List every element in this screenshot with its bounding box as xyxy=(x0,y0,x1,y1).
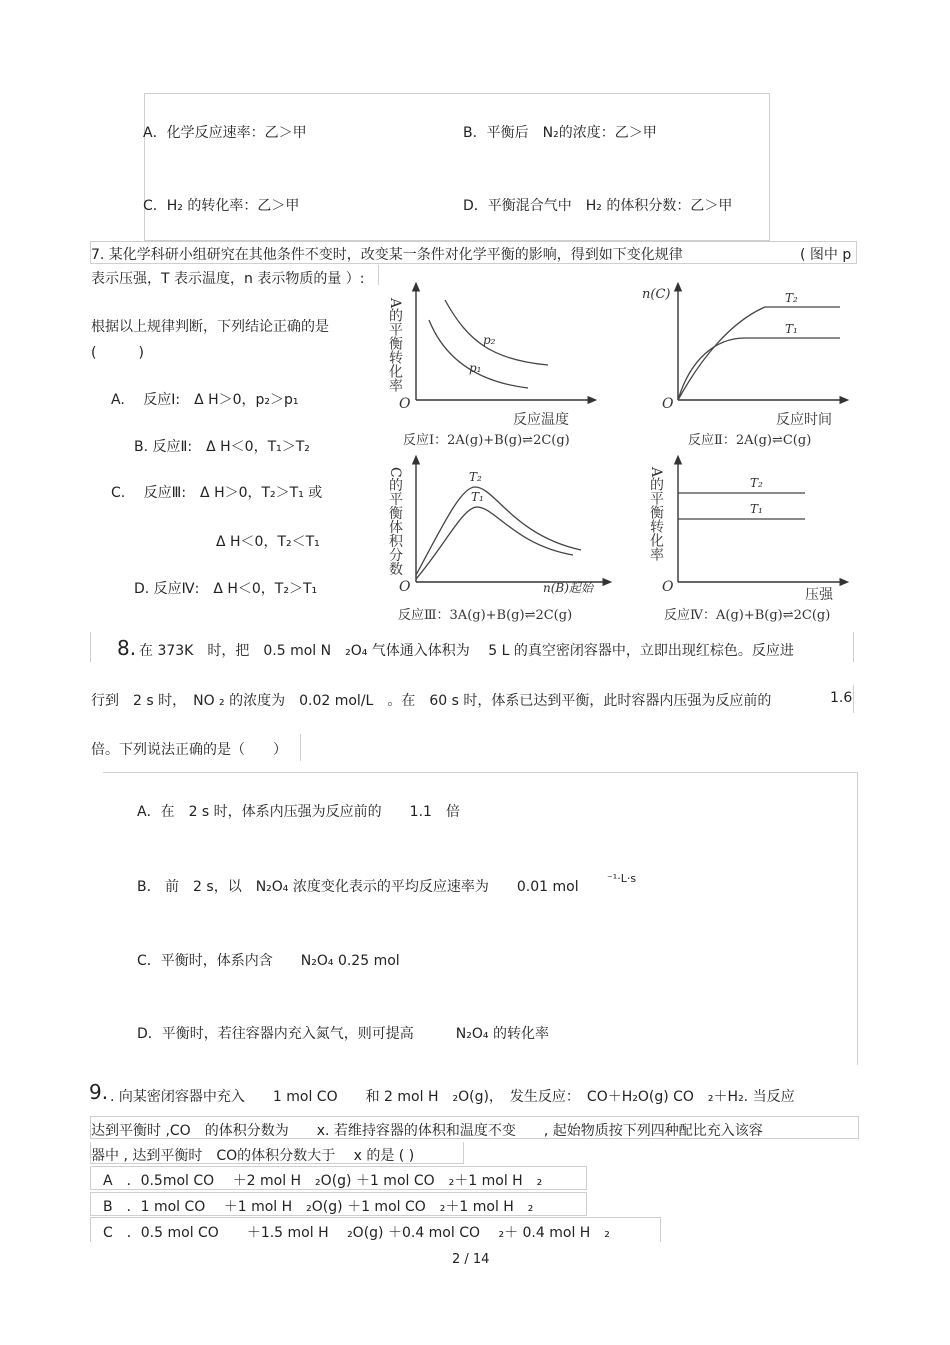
x-axis-label: 反应温度 xyxy=(513,412,569,428)
q8-option-b-unit: ⁻¹·L·s xyxy=(607,872,637,885)
q7-graph-3 xyxy=(383,455,613,625)
curve-label-p1: p₁ xyxy=(469,361,482,375)
q6-options-box xyxy=(144,93,770,241)
x-axis-label: n(B)起始 xyxy=(543,581,593,595)
curve-label-t2: T₂ xyxy=(785,291,798,305)
q8-option-c: C．平衡时，体系内含 N₂O₄ 0.25 mol xyxy=(137,953,400,969)
q9-stem-line2: 达到平衡时 ,CO 的体积分数为 x. 若维持容器的体积和温度不变 , 起始物质按下列四种配比充入该容 xyxy=(91,1123,763,1139)
q8-option-b: B. 前 2 s，以 N₂O₄ 浓度变化表示的平均反应速率为 0.01 mol xyxy=(137,879,579,895)
q9-option-c: C ．0.5 mol CO ＋1.5 mol H ₂O(g) ＋0.4 mol CO ₂＋ 0.4 mol H ₂ xyxy=(103,1225,610,1241)
q7-option-d: D. 反应Ⅳ: Δ H＜0，T₂＞T₁ xyxy=(134,581,318,597)
q9-option-a: A ．0.5mol CO ＋2 mol H ₂O(g) ＋1 mol CO ₂＋1 mol H ₂ xyxy=(103,1173,543,1189)
curve-p1 xyxy=(429,320,528,388)
caption: 反应Ⅱ：2A(g)⇌C(g) xyxy=(688,433,812,448)
y-axis-label: n(C) xyxy=(642,287,671,302)
q9-number: 9. xyxy=(89,1080,109,1104)
q7-left-divider xyxy=(378,265,379,285)
y-axis-label: C的平衡体积分数 xyxy=(387,467,403,576)
q8-line3-right-rule xyxy=(300,734,301,761)
q6-option-c: C．H₂ 的转化率：乙＞甲 xyxy=(143,198,300,214)
curve-label-t1: T₁ xyxy=(785,322,798,336)
q7-prompt: 根据以上规律判断，下列结论正确的是 xyxy=(91,319,329,335)
q8-right-rule xyxy=(853,632,854,662)
curve-label-t1: T₁ xyxy=(471,490,484,504)
q7-option-b: B. 反应Ⅱ: Δ H＜0，T₁＞T₂ xyxy=(134,439,310,455)
curve-label-t1: T₁ xyxy=(750,502,763,516)
q7-option-c: C. 反应Ⅲ: Δ H＞0，T₂＞T₁ 或 xyxy=(111,485,323,501)
curve-t1 xyxy=(416,507,573,579)
q8-left-rule xyxy=(90,632,91,662)
x-axis-label: 压强 xyxy=(805,587,833,603)
q7-stem-line2: 表示压强，T 表示温度，n 表示物质的量 ）: xyxy=(91,271,365,287)
q7-option-c2: Δ H＜0，T₂＜T₁ xyxy=(216,534,320,550)
y-axis-label: A的平衡转化率 xyxy=(648,467,664,562)
origin-label: O xyxy=(399,396,411,412)
q7-option-a: A. 反应Ⅰ: Δ H＞0，p₂＞p₁ xyxy=(111,392,299,408)
x-axis-label: 反应时间 xyxy=(776,412,832,428)
q9-option-b: B ．1 mol CO ＋1 mol H ₂O(g) ＋1 mol CO ₂＋1 mol H ₂ xyxy=(103,1199,534,1215)
q6-option-a: A．化学反应速率：乙＞甲 xyxy=(143,125,307,141)
curve-label-t2: T₂ xyxy=(750,476,763,490)
q8-line2-right-rule xyxy=(853,685,854,713)
q8-options-top-rule xyxy=(103,772,857,773)
q8-stem-line1: 在 373K 时，把 0.5 mol N ₂O₄ 气体通入体积为 5 L 的真空密闭容器中，立即出现红棕色。反应进 xyxy=(139,643,794,659)
q7-graph-2 xyxy=(640,280,850,450)
curve-p2 xyxy=(445,300,548,365)
page-number: 2 / 14 xyxy=(452,1252,490,1267)
q8-number: 8. xyxy=(117,636,137,660)
q8-stem-line3: 倍。下列说法正确的是（ ） xyxy=(91,742,287,758)
q8-stem-line2-tail: 1.6 xyxy=(830,690,853,706)
caption: 反应Ⅰ：2A(g)+B(g)⇌2C(g) xyxy=(403,433,570,448)
q7-stem-line1-tail: ( 图中 p xyxy=(800,247,852,263)
q8-stem-line2: 行到 2 s 时， NO ₂ 的浓度为 0.02 mol/L 。在 60 s 时，体系已达到平衡，此时容器内压强为反应前的 xyxy=(91,693,772,709)
curve-label-p2: p₂ xyxy=(483,333,496,347)
origin-label: O xyxy=(662,396,674,412)
y-axis-label: A的平衡转化率 xyxy=(387,298,403,393)
q7-paren: ( ) xyxy=(91,345,144,361)
caption: 反应Ⅲ：3A(g)+B(g)⇌2C(g) xyxy=(398,608,573,623)
q7-graph-4 xyxy=(650,455,850,625)
q6-option-d: D．平衡混合气中 H₂ 的体积分数：乙＞甲 xyxy=(463,198,733,214)
origin-label: O xyxy=(662,579,674,595)
curve-t2 xyxy=(678,307,840,400)
q8-option-d: D．平衡时，若往容器内充入氮气，则可提高 N₂O₄ 的转化率 xyxy=(137,1026,549,1042)
q9-stem-line3: 器中 , 达到平衡时 CO的体积分数大于 x 的是 ( ) xyxy=(91,1148,415,1164)
curve-t1 xyxy=(678,338,840,400)
origin-label: O xyxy=(399,579,411,595)
curve-label-t2: T₂ xyxy=(469,470,482,484)
caption: 反应Ⅳ：A(g)+B(g)⇌2C(g) xyxy=(664,608,831,623)
q8-option-a: A．在 2 s 时，体系内压强为反应前的 1.1 倍 xyxy=(137,804,460,820)
q9-stem-line1: . 向某密闭容器中充入 1 mol CO 和 2 mol H ₂O(g)， 发生反应： CO＋H₂O(g) CO ₂＋H₂. 当反应 xyxy=(110,1089,795,1105)
q7-graph-1 xyxy=(383,280,598,450)
q7-stem-line1: 7. 某化学科研小组研究在其他条件不变时，改变某一条件对化学平衡的影响，得到如下变化规律 xyxy=(91,247,683,263)
q6-option-b: B．平衡后 N₂的浓度：乙＞甲 xyxy=(463,125,657,141)
curve-t2 xyxy=(416,487,581,575)
